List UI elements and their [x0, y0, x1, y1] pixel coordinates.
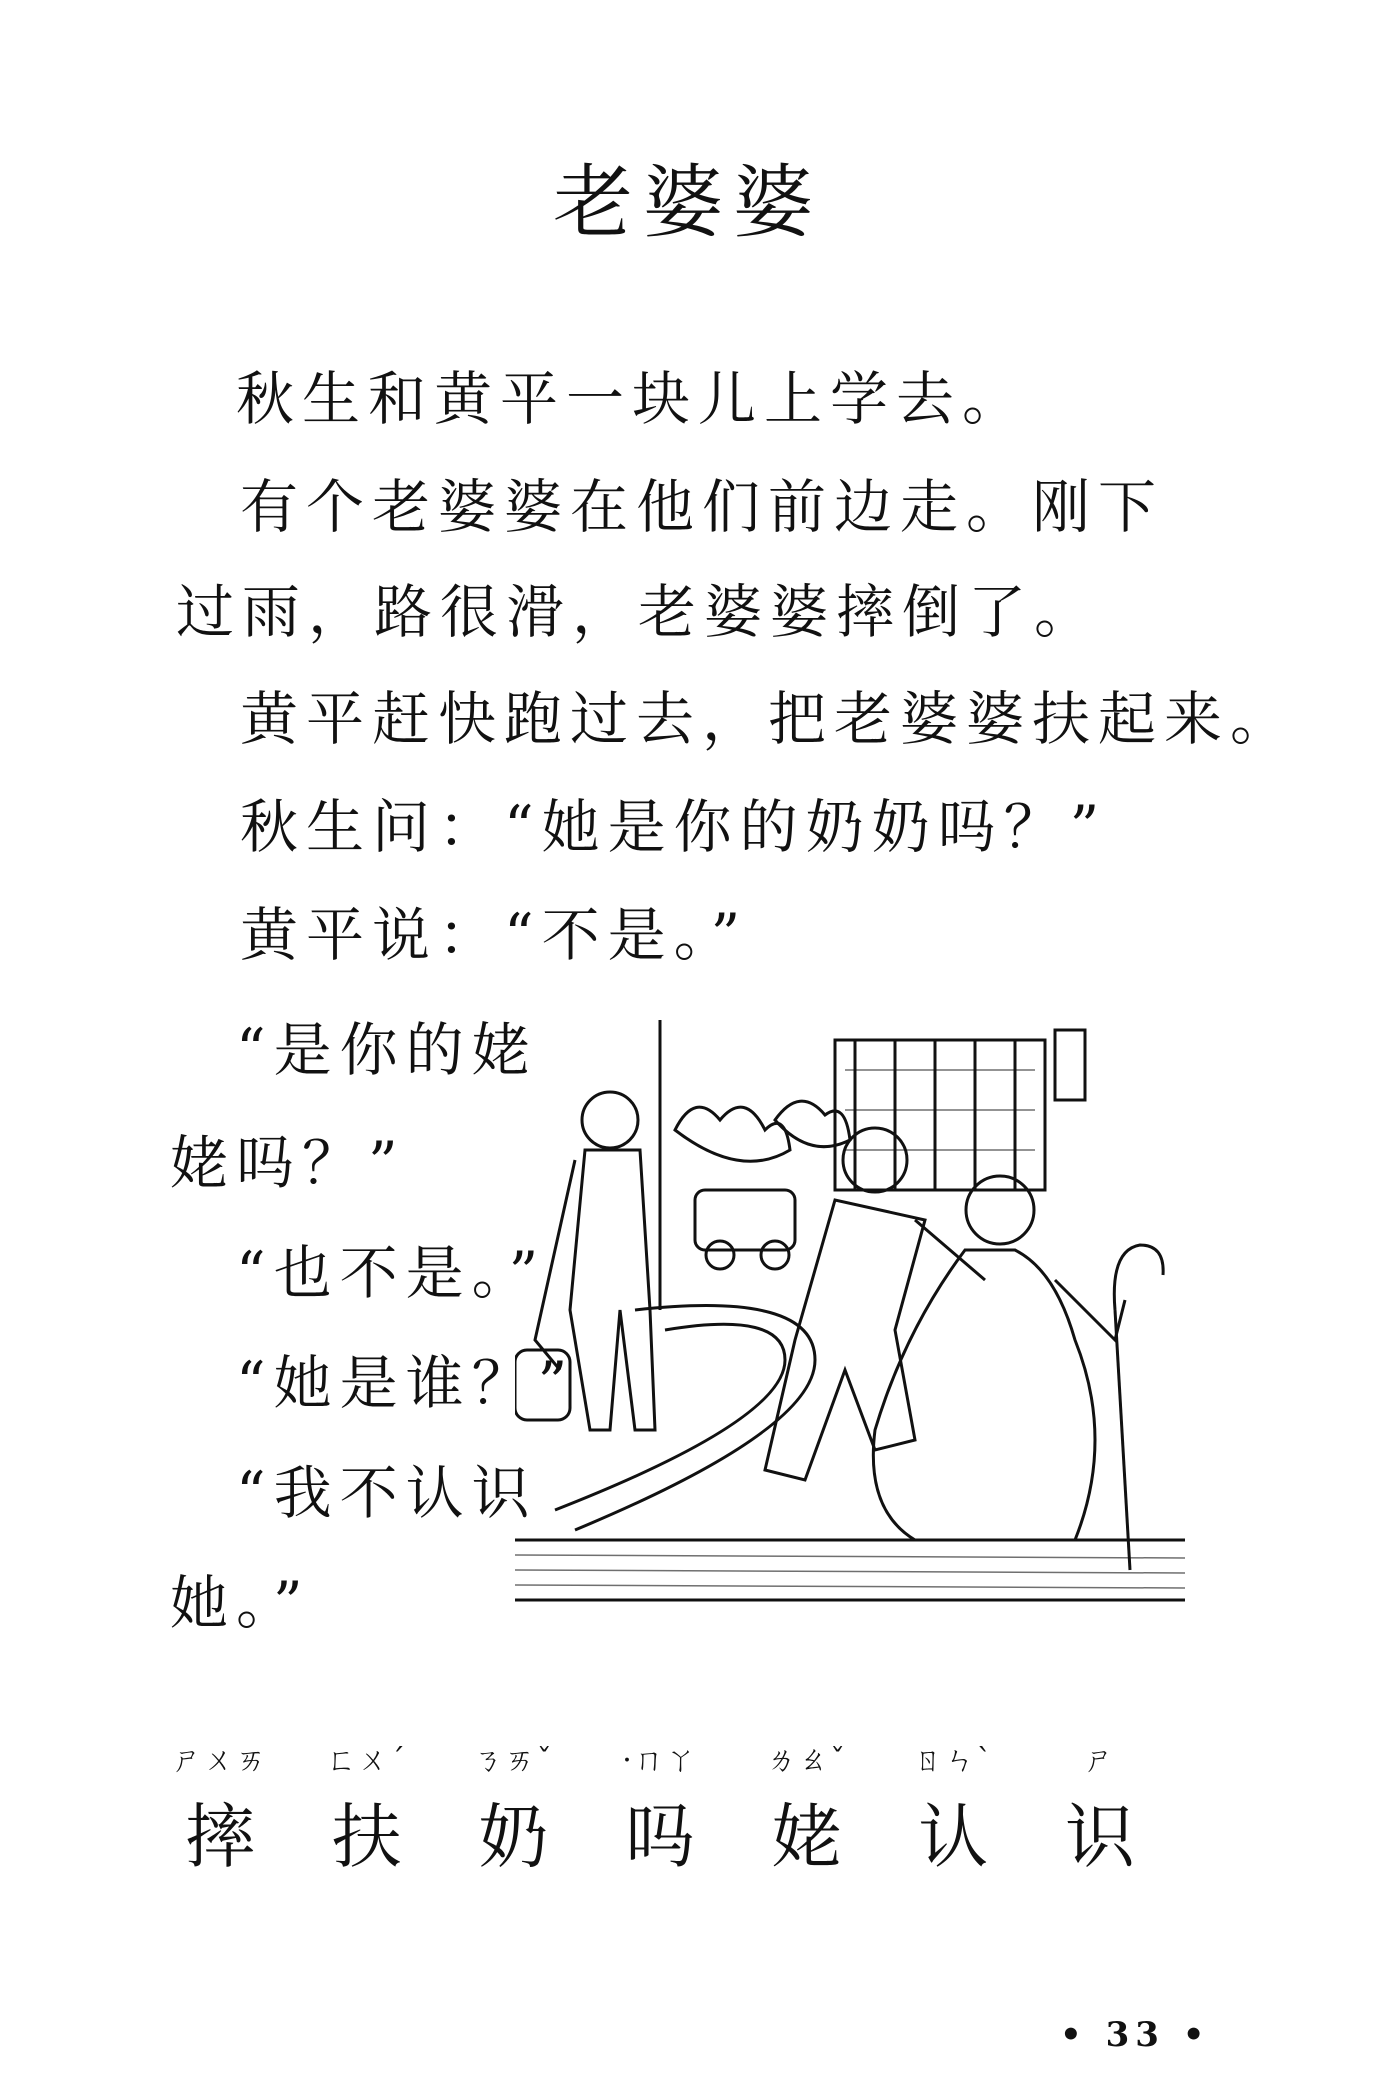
vocab-item: [453, 1735, 573, 1895]
vocab-pinyin: ㄖㄣˋ: [912, 1743, 994, 1778]
dialogue-line-4: “她是谁？”: [236, 1349, 576, 1417]
vocab-item: [893, 1735, 1013, 1895]
vocab-char: 识: [1064, 1796, 1135, 1878]
dialogue-line-6: 她。”: [170, 1569, 311, 1637]
vocab-pinyin: ㄕ: [1083, 1743, 1116, 1778]
paragraph-line-4: 黄平赶快跑过去，把老婆婆扶起来。: [240, 685, 1297, 753]
vocab-pinyin: ·ㄇㄚ: [622, 1743, 698, 1778]
vocab-char: 摔: [185, 1796, 255, 1878]
vocab-pinyin: ㄕㄨㄞ: [172, 1743, 268, 1778]
vocab-pinyin: ㄈㄨˊ: [326, 1743, 408, 1778]
vocabulary-row: [160, 1735, 1160, 1895]
vocab-char: 姥: [771, 1796, 842, 1878]
vocab-item: [160, 1735, 280, 1895]
paragraph-line-6: 黄平说：“不是。”: [240, 901, 749, 969]
vocab-item: [307, 1735, 427, 1895]
vocab-char: 吗: [624, 1796, 695, 1878]
vocab-char: 奶: [478, 1796, 549, 1878]
vocab-item: [1040, 1735, 1160, 1895]
paragraph-line-1: 秋生和黄平一块儿上学去。: [236, 365, 1029, 433]
paragraph-line-5: 秋生问：“她是你的奶奶吗？”: [240, 793, 1108, 861]
page-title: 老婆婆: [553, 156, 823, 249]
dialogue-line-1: “是你的姥: [236, 1016, 538, 1084]
paragraph-line-2: 有个老婆婆在他们前边走。刚下: [240, 473, 1165, 541]
vocab-pinyin: ㄌㄠˇ: [766, 1743, 848, 1778]
vocab-pinyin: ㄋㄞˇ: [472, 1743, 554, 1778]
street-scene-illustration-icon: [515, 1010, 1185, 1615]
dialogue-line-5: “我不认识: [236, 1459, 538, 1527]
dialogue-line-2: 姥吗？”: [170, 1129, 406, 1197]
page-number: • 33 •: [1060, 2015, 1211, 2055]
paragraph-line-3: 过雨，路很滑，老婆婆摔倒了。: [176, 578, 1101, 646]
vocab-char: 扶: [331, 1796, 402, 1878]
dialogue-line-3: “也不是。”: [236, 1239, 547, 1307]
vocab-item: [600, 1735, 720, 1895]
vocab-char: 认: [918, 1796, 989, 1878]
vocab-item: [747, 1735, 867, 1895]
